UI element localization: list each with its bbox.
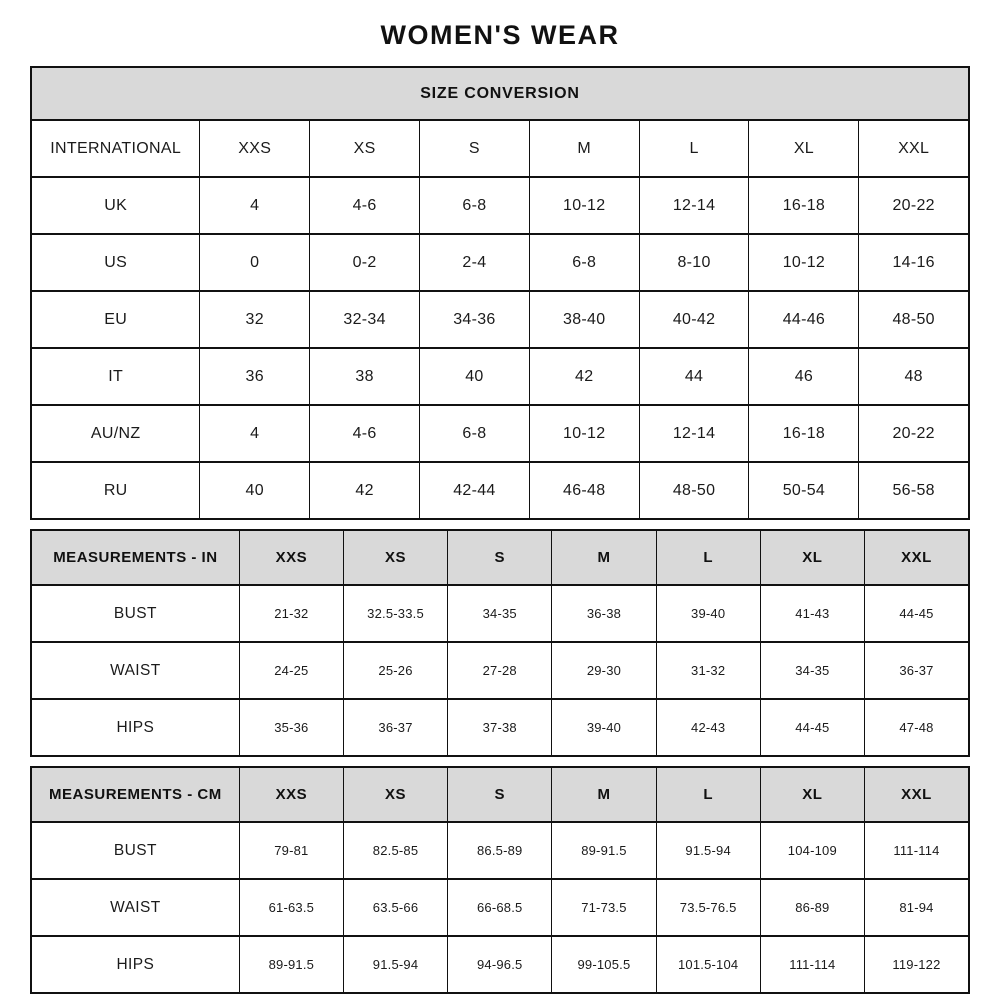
value-cell: 34-35 bbox=[448, 585, 552, 642]
value-cell: 21-32 bbox=[239, 585, 343, 642]
measurements-cm-table-body bbox=[31, 767, 969, 993]
value-cell: 40 bbox=[420, 348, 530, 405]
value-cell: 46-48 bbox=[529, 462, 639, 519]
value-cell: 0-2 bbox=[310, 234, 420, 291]
value-cell: 40-42 bbox=[639, 291, 749, 348]
column-header-cell: INTERNATIONAL bbox=[31, 120, 200, 177]
column-header-cell: XL bbox=[760, 767, 864, 822]
value-cell: 44-46 bbox=[749, 291, 859, 348]
value-cell: 111-114 bbox=[864, 822, 969, 879]
value-cell: 44-45 bbox=[864, 585, 969, 642]
measurements-in-table bbox=[30, 529, 970, 757]
value-cell: 89-91.5 bbox=[552, 822, 656, 879]
row-label-cell: UK bbox=[31, 177, 200, 234]
value-cell: 35-36 bbox=[239, 699, 343, 756]
value-cell: 44-45 bbox=[760, 699, 864, 756]
row-label-cell: WAIST bbox=[31, 879, 239, 936]
value-cell: 27-28 bbox=[448, 642, 552, 699]
value-cell: 42-44 bbox=[420, 462, 530, 519]
value-cell: 32-34 bbox=[310, 291, 420, 348]
table-title-cell: MEASUREMENTS - CM bbox=[31, 767, 239, 822]
value-cell: 79-81 bbox=[239, 822, 343, 879]
value-cell: 20-22 bbox=[859, 177, 969, 234]
row-label-cell: HIPS bbox=[31, 936, 239, 993]
column-header-cell: XL bbox=[749, 120, 859, 177]
value-cell: 42 bbox=[310, 462, 420, 519]
column-header-cell: XXS bbox=[239, 530, 343, 585]
column-header-cell: XXL bbox=[864, 530, 969, 585]
value-cell: 4 bbox=[200, 405, 310, 462]
value-cell: 12-14 bbox=[639, 177, 749, 234]
value-cell: 6-8 bbox=[420, 177, 530, 234]
value-cell: 81-94 bbox=[864, 879, 969, 936]
column-header-cell: XXS bbox=[200, 120, 310, 177]
value-cell: 39-40 bbox=[656, 585, 760, 642]
table-row bbox=[31, 462, 969, 519]
column-header-cell: M bbox=[529, 120, 639, 177]
value-cell: 32 bbox=[200, 291, 310, 348]
table-row bbox=[31, 234, 969, 291]
column-header-cell: S bbox=[420, 120, 530, 177]
value-cell: 40 bbox=[200, 462, 310, 519]
column-header-cell: M bbox=[552, 767, 656, 822]
value-cell: 38 bbox=[310, 348, 420, 405]
value-cell: 39-40 bbox=[552, 699, 656, 756]
value-cell: 10-12 bbox=[529, 405, 639, 462]
value-cell: 66-68.5 bbox=[448, 879, 552, 936]
page-title: WOMEN'S WEAR bbox=[380, 20, 620, 50]
value-cell: 2-4 bbox=[420, 234, 530, 291]
value-cell: 36-37 bbox=[864, 642, 969, 699]
column-header-cell: L bbox=[656, 530, 760, 585]
column-header-cell: L bbox=[656, 767, 760, 822]
value-cell: 6-8 bbox=[529, 234, 639, 291]
table-row bbox=[31, 177, 969, 234]
column-header-cell: M bbox=[552, 530, 656, 585]
value-cell: 10-12 bbox=[529, 177, 639, 234]
value-cell: 36-37 bbox=[343, 699, 447, 756]
row-label-cell: EU bbox=[31, 291, 200, 348]
table-banner-row bbox=[31, 67, 969, 120]
value-cell: 4-6 bbox=[310, 405, 420, 462]
value-cell: 34-35 bbox=[760, 642, 864, 699]
value-cell: 34-36 bbox=[420, 291, 530, 348]
table-row bbox=[31, 585, 969, 642]
table-banner: SIZE CONVERSION bbox=[31, 67, 969, 120]
row-label-cell: BUST bbox=[31, 822, 239, 879]
measurements-in-table-body bbox=[31, 530, 969, 756]
table-row bbox=[31, 822, 969, 879]
value-cell: 99-105.5 bbox=[552, 936, 656, 993]
value-cell: 44 bbox=[639, 348, 749, 405]
value-cell: 82.5-85 bbox=[343, 822, 447, 879]
value-cell: 31-32 bbox=[656, 642, 760, 699]
table-row bbox=[31, 348, 969, 405]
value-cell: 4 bbox=[200, 177, 310, 234]
value-cell: 61-63.5 bbox=[239, 879, 343, 936]
column-header-row bbox=[31, 767, 969, 822]
column-header-cell: XXL bbox=[864, 767, 969, 822]
value-cell: 89-91.5 bbox=[239, 936, 343, 993]
table-row bbox=[31, 642, 969, 699]
row-label-cell: US bbox=[31, 234, 200, 291]
value-cell: 101.5-104 bbox=[656, 936, 760, 993]
value-cell: 25-26 bbox=[343, 642, 447, 699]
value-cell: 37-38 bbox=[448, 699, 552, 756]
value-cell: 50-54 bbox=[749, 462, 859, 519]
row-label-cell: HIPS bbox=[31, 699, 239, 756]
table-row bbox=[31, 699, 969, 756]
column-header-row bbox=[31, 530, 969, 585]
size-conversion-table-body bbox=[31, 67, 969, 519]
table-title-cell: MEASUREMENTS - IN bbox=[31, 530, 239, 585]
table-row bbox=[31, 291, 969, 348]
value-cell: 91.5-94 bbox=[656, 822, 760, 879]
column-header-cell: XL bbox=[760, 530, 864, 585]
value-cell: 73.5-76.5 bbox=[656, 879, 760, 936]
column-header-cell: XXS bbox=[239, 767, 343, 822]
row-label-cell: WAIST bbox=[31, 642, 239, 699]
value-cell: 42-43 bbox=[656, 699, 760, 756]
value-cell: 4-6 bbox=[310, 177, 420, 234]
column-header-row bbox=[31, 120, 969, 177]
column-header-cell: XXL bbox=[859, 120, 969, 177]
value-cell: 111-114 bbox=[760, 936, 864, 993]
value-cell: 48 bbox=[859, 348, 969, 405]
row-label-cell: AU/NZ bbox=[31, 405, 200, 462]
column-header-cell: XS bbox=[343, 530, 447, 585]
row-label-cell: IT bbox=[31, 348, 200, 405]
row-label-cell: BUST bbox=[31, 585, 239, 642]
value-cell: 86-89 bbox=[760, 879, 864, 936]
table-row bbox=[31, 936, 969, 993]
value-cell: 94-96.5 bbox=[448, 936, 552, 993]
value-cell: 0 bbox=[200, 234, 310, 291]
value-cell: 86.5-89 bbox=[448, 822, 552, 879]
column-header-cell: XS bbox=[310, 120, 420, 177]
measurements-cm-table bbox=[30, 766, 970, 994]
value-cell: 56-58 bbox=[859, 462, 969, 519]
row-label-cell: RU bbox=[31, 462, 200, 519]
value-cell: 32.5-33.5 bbox=[343, 585, 447, 642]
value-cell: 48-50 bbox=[859, 291, 969, 348]
value-cell: 16-18 bbox=[749, 177, 859, 234]
column-header-cell: S bbox=[448, 530, 552, 585]
value-cell: 91.5-94 bbox=[343, 936, 447, 993]
column-header-cell: S bbox=[448, 767, 552, 822]
column-header-cell: XS bbox=[343, 767, 447, 822]
value-cell: 119-122 bbox=[864, 936, 969, 993]
size-conversion-table bbox=[30, 66, 970, 520]
value-cell: 38-40 bbox=[529, 291, 639, 348]
value-cell: 63.5-66 bbox=[343, 879, 447, 936]
value-cell: 36 bbox=[200, 348, 310, 405]
value-cell: 10-12 bbox=[749, 234, 859, 291]
value-cell: 71-73.5 bbox=[552, 879, 656, 936]
value-cell: 41-43 bbox=[760, 585, 864, 642]
value-cell: 16-18 bbox=[749, 405, 859, 462]
value-cell: 20-22 bbox=[859, 405, 969, 462]
value-cell: 42 bbox=[529, 348, 639, 405]
column-header-cell: L bbox=[639, 120, 749, 177]
table-row bbox=[31, 405, 969, 462]
value-cell: 14-16 bbox=[859, 234, 969, 291]
value-cell: 104-109 bbox=[760, 822, 864, 879]
value-cell: 24-25 bbox=[239, 642, 343, 699]
table-row bbox=[31, 879, 969, 936]
value-cell: 48-50 bbox=[639, 462, 749, 519]
value-cell: 6-8 bbox=[420, 405, 530, 462]
value-cell: 29-30 bbox=[552, 642, 656, 699]
value-cell: 8-10 bbox=[639, 234, 749, 291]
value-cell: 12-14 bbox=[639, 405, 749, 462]
value-cell: 47-48 bbox=[864, 699, 969, 756]
value-cell: 46 bbox=[749, 348, 859, 405]
value-cell: 36-38 bbox=[552, 585, 656, 642]
